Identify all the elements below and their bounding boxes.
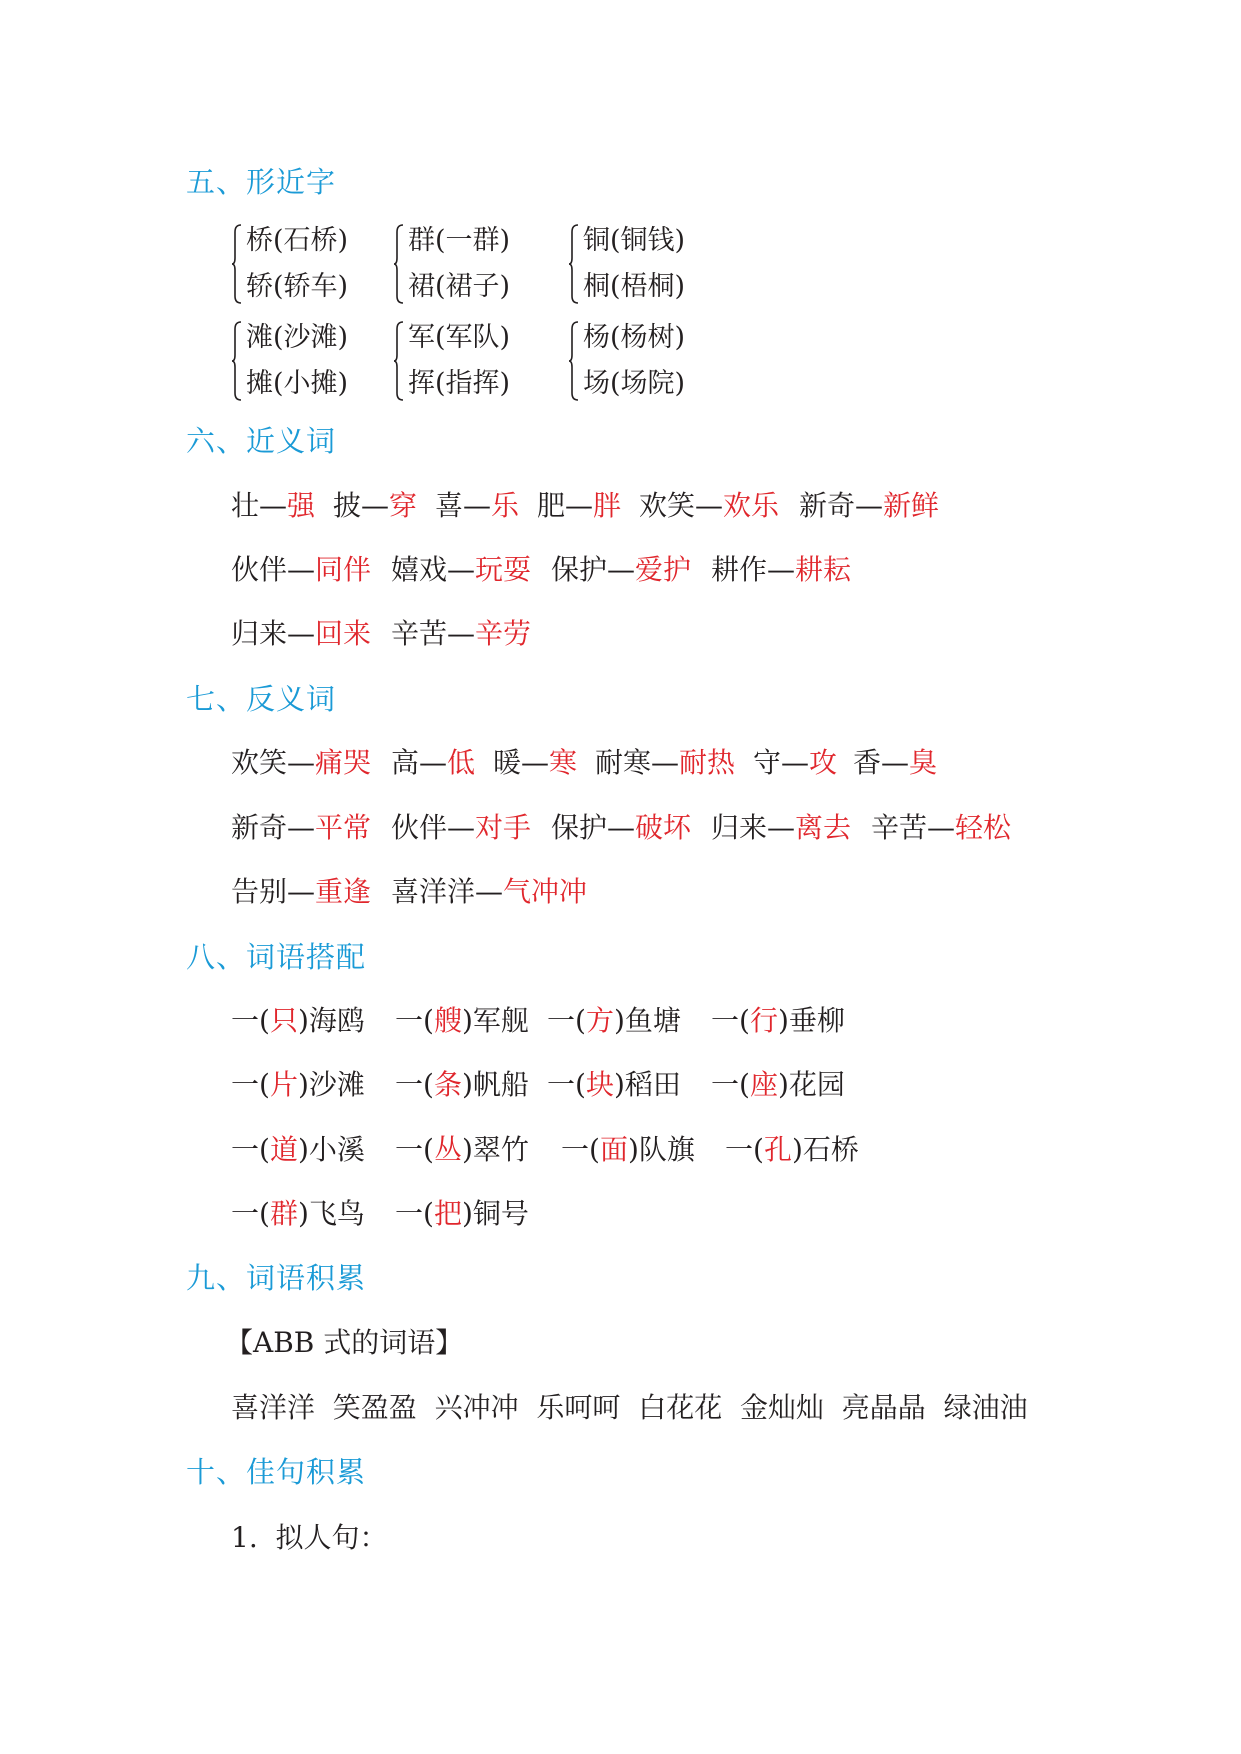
word-pair: 新奇—平常 bbox=[231, 811, 372, 844]
collocation: 一(道)小溪 bbox=[231, 1133, 365, 1166]
similar-char-b: 裙(裙子) bbox=[408, 271, 511, 302]
personification-item: 1. 拟人句： bbox=[231, 1521, 388, 1554]
word-pair: 壮—强 bbox=[231, 489, 316, 522]
word-pair: 伙伴—对手 bbox=[391, 811, 532, 844]
abb-words: 喜洋洋 笑盈盈 兴冲冲 乐呵呵 白花花 金灿灿 亮晶晶 绿油油 bbox=[231, 1391, 1028, 1424]
collocation: 一(方)鱼塘 bbox=[547, 1004, 681, 1037]
brace-icon bbox=[569, 321, 579, 401]
word-pair: 归来—离去 bbox=[711, 811, 852, 844]
word-pair: 守—攻 bbox=[753, 746, 838, 779]
collocation: 一(群)飞鸟 bbox=[231, 1197, 365, 1230]
similar-char-group bbox=[400, 315, 510, 407]
similar-char-a: 军(军队) bbox=[408, 322, 511, 353]
abb-subtitle: 【ABB 式的词语】 bbox=[225, 1326, 464, 1359]
brace-icon bbox=[232, 224, 242, 304]
brace-icon bbox=[232, 321, 242, 401]
similar-char-a: 滩(沙滩) bbox=[246, 322, 349, 353]
similar-char-group bbox=[238, 315, 348, 407]
collocation: 一(条)帆船 bbox=[395, 1068, 529, 1101]
collocation: 一(只)海鸥 bbox=[231, 1004, 365, 1037]
word-pair: 肥—胖 bbox=[537, 489, 622, 522]
collocation: 一(行)垂柳 bbox=[711, 1004, 845, 1037]
word-pair: 欢笑—痛哭 bbox=[231, 746, 372, 779]
word-pair: 伙伴—同伴 bbox=[231, 553, 372, 586]
word-pair: 高—低 bbox=[391, 746, 476, 779]
word-pair: 耐寒—耐热 bbox=[595, 746, 736, 779]
word-pair: 保护—破坏 bbox=[551, 811, 692, 844]
collocation: 一(块)稻田 bbox=[547, 1068, 681, 1101]
collocation: 一(座)花园 bbox=[711, 1068, 845, 1101]
collocation: 一(艘)军舰 bbox=[395, 1004, 529, 1037]
similar-char-b: 桐(梧桐) bbox=[583, 271, 686, 302]
word-pair: 辛苦—辛劳 bbox=[391, 617, 532, 650]
word-pair: 告别—重逢 bbox=[231, 875, 372, 908]
similar-char-a: 桥(石桥) bbox=[246, 225, 349, 256]
collocation: 一(面)队旗 bbox=[561, 1133, 695, 1166]
word-pair: 嬉戏—玩耍 bbox=[391, 553, 532, 586]
word-pair: 保护—爱护 bbox=[551, 553, 692, 586]
section-7-heading: 七、反义词 bbox=[186, 682, 337, 716]
brace-icon bbox=[394, 224, 404, 304]
similar-char-a: 铜(铜钱) bbox=[583, 225, 686, 256]
section-5-heading: 五、形近字 bbox=[186, 165, 337, 199]
section-9-heading: 九、词语积累 bbox=[186, 1261, 367, 1295]
word-pair: 香—臭 bbox=[853, 746, 938, 779]
word-pair: 耕作—耕耘 bbox=[711, 553, 852, 586]
similar-char-b: 挥(指挥) bbox=[408, 368, 511, 399]
similar-char-group bbox=[575, 218, 685, 310]
similar-char-group bbox=[575, 315, 685, 407]
word-pair: 新奇—新鲜 bbox=[799, 489, 940, 522]
similar-char-a: 群(一群) bbox=[408, 225, 511, 256]
similar-char-group bbox=[238, 218, 348, 310]
section-8-heading: 八、词语搭配 bbox=[186, 940, 367, 974]
similar-char-b: 摊(小摊) bbox=[246, 368, 349, 399]
collocation: 一(片)沙滩 bbox=[231, 1068, 365, 1101]
word-pair: 喜—乐 bbox=[435, 489, 520, 522]
collocation: 一(孔)石桥 bbox=[725, 1133, 859, 1166]
word-pair: 喜洋洋—气冲冲 bbox=[391, 875, 588, 908]
collocation: 一(把)铜号 bbox=[395, 1197, 529, 1230]
section-6-heading: 六、近义词 bbox=[186, 424, 337, 458]
word-pair: 欢笑—欢乐 bbox=[639, 489, 780, 522]
similar-char-group bbox=[400, 218, 510, 310]
collocation: 一(丛)翠竹 bbox=[395, 1133, 529, 1166]
word-pair: 归来—回来 bbox=[231, 617, 372, 650]
similar-char-a: 杨(杨树) bbox=[583, 322, 686, 353]
similar-char-b: 轿(轿车) bbox=[246, 271, 349, 302]
section-10-heading: 十、佳句积累 bbox=[186, 1455, 367, 1489]
word-pair: 披—穿 bbox=[333, 489, 418, 522]
word-pair: 暖—寒 bbox=[493, 746, 578, 779]
word-pair: 辛苦—轻松 bbox=[871, 811, 1012, 844]
similar-char-b: 场(场院) bbox=[583, 368, 686, 399]
brace-icon bbox=[569, 224, 579, 304]
brace-icon bbox=[394, 321, 404, 401]
